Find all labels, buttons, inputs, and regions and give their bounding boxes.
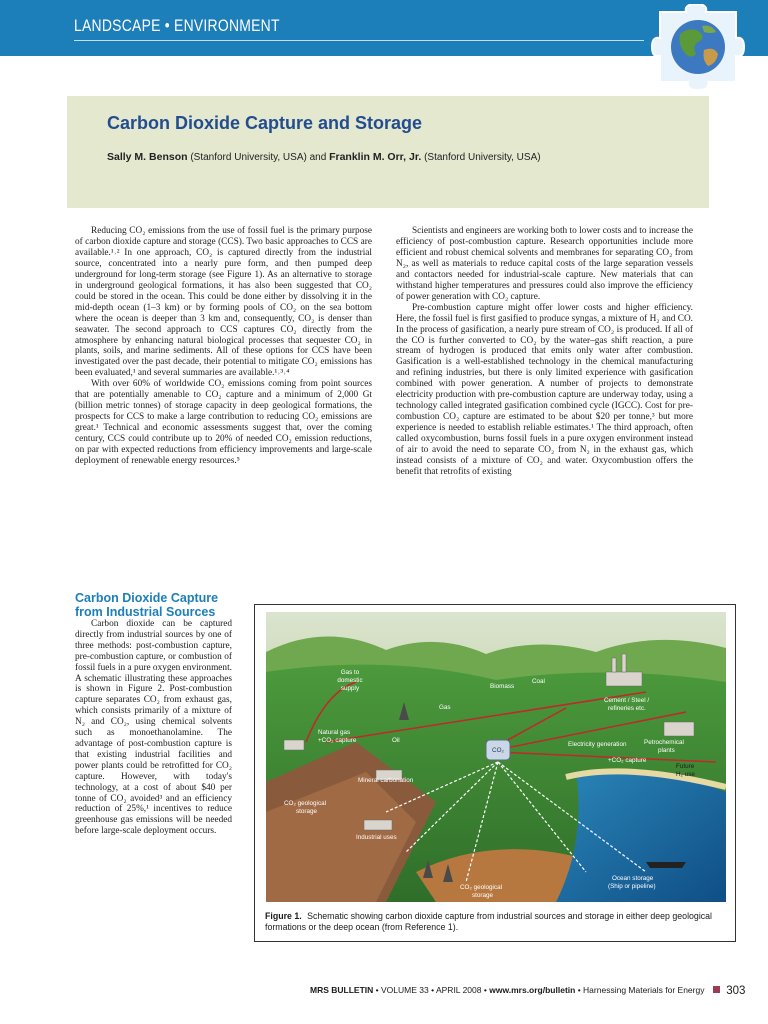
footer-square-icon — [713, 986, 720, 993]
figure-label: storage — [296, 808, 318, 815]
figure-caption — [265, 911, 727, 933]
figure-label: storage — [472, 892, 494, 899]
paragraph: Pre-combustion capture might offer lower costs and higher efficiency. Here, the fossil fuel is first gasified to produce syngas, a mixture of H₂ and CO. In the process of gasification, a nearly pure stream of CO₂ is produced. If all of the CO is further converted to CO₂ by the water–gas shift reaction, a pure stream of hydrogen is produced that emits only water after combustion. Gasification is a well-established technology in the chemical manufacturing and refining industries, but there is only limited experience with gasification combined with power generation. A number of projects to demonstrate electricity production with pre-combustion capture are underway today, using a technology called integrated gasification combined cycle (IGCC). Cost for pre-combustion CO₂ capture are estimated to be about $20 per tonne,³ but more experience is needed to establish reliable estimates.¹ The third approach, often called oxycombustion, burns fossil fuels in a pure oxygen environment instead of air to avoid the need to separate CO₂ from N₂ in the exhaust gas, which instead consists of a mixture of CO₂ and water. Oxycombustion offers the benefit that retrofits of existing — [396, 302, 693, 477]
figure-label: Oil — [392, 737, 400, 744]
figure-label: Electricity generation — [568, 741, 627, 748]
figure-label: domestic — [337, 677, 363, 684]
body-column-right — [396, 226, 693, 478]
figure-label: Gas to — [340, 669, 360, 676]
footer-url: www.mrs.org/bulletin — [489, 985, 576, 995]
figure-label: +CO₂ capture — [318, 737, 357, 744]
footer-separator: • — [577, 985, 584, 995]
footer-journal: MRS BULLETIN — [310, 985, 374, 995]
figure-caption-text: Schematic showing carbon dioxide capture from industrial sources and storage in either deep geological formations or the deep ocean (from Reference 1). — [265, 911, 713, 932]
body-column-left — [75, 226, 372, 467]
figure-label: Coal — [532, 678, 545, 685]
sidebar-heading: Carbon Dioxide Capture from Industrial Sources — [75, 591, 219, 619]
byline-conjunction: and — [309, 152, 327, 163]
header-rule — [74, 40, 644, 41]
figure-label: +CO₂ capture — [608, 757, 647, 764]
author-name: Franklin M. Orr, Jr. — [329, 151, 422, 163]
figure-label: Petrochemical — [644, 739, 684, 746]
footer-date: APRIL 2008 — [435, 985, 482, 995]
figure-label: CO₂ geological — [284, 800, 326, 807]
figure-label: Natural gas — [318, 729, 351, 736]
footer-separator: • — [375, 985, 381, 995]
figure-label: refineries etc. — [608, 705, 646, 712]
globe-puzzle-logo — [646, 4, 750, 90]
figure-label: Biomass — [490, 683, 515, 690]
author-affiliation: (Stanford University, USA) — [424, 152, 541, 163]
figure-label: Gas — [439, 704, 451, 711]
section-label: LANDSCAPE • ENVIRONMENT — [74, 16, 280, 35]
footer-volume: VOLUME 33 — [381, 985, 429, 995]
figure-label: Future — [676, 763, 695, 770]
figure-label: (Ship or pipeline) — [608, 883, 656, 890]
paragraph: Scientists and engineers are working both to lower costs and to increase the efficiency of post-combustion capture. Research opportunities include more efficient and robust chemical solvents and membranes for separating CO₂ from N₂, as well as materials to reduce capital costs of the large separation vessels and contactors needed for industrial-scale capture. New materials that can withstand higher temperatures and pressures could also improve the efficiency of power generation with CO₂ capture. — [396, 226, 693, 302]
ccs-schematic-illustration — [266, 612, 726, 902]
article-title: Carbon Dioxide Capture and Storage — [107, 113, 423, 133]
figure-label: CO₂ geological — [460, 884, 502, 891]
author-name: Sally M. Benson — [107, 151, 188, 163]
author-affiliation: (Stanford University, USA) — [190, 152, 307, 163]
figure-caption-label: Figure 1. — [265, 911, 302, 921]
footer-separator: • — [431, 985, 436, 995]
figure-label: H₂ use — [676, 771, 695, 778]
page-number: 303 — [726, 985, 746, 997]
paragraph: With over 60% of worldwide CO₂ emissions coming from point sources that are potentially amenable to CO₂ capture and a minimum of 2,000 Gt (billion metric tonnes) of storage capacity in deep geological formations, the prospects for CCS to make a large contribution to reducing CO₂ emissions are great.¹ Technical and economic assessments suggest that, over the coming century, CCS could contribute up to 20% of needed CO₂ emission reductions, on par with expected reductions from efficiency improvements and large-scale deployment of renewable energy resources.⁵ — [75, 379, 372, 467]
footer-separator: • — [483, 985, 490, 995]
figure-label: CO₂ — [492, 747, 504, 754]
sidebar-text — [75, 619, 232, 837]
figure-label: Ocean storage — [612, 875, 654, 882]
paragraph: Carbon dioxide can be captured directly from industrial sources by one of three methods: post-combustion capture, pre-combustion capture, or combustion of fossil fuels in a pure oxygen environment. A schematic illustrating these approaches is shown in Figure 2. Post-combustion capture separates CO₂ from exhaust gas, which consists primarily of a mixture of N₂ and CO₂, using chemical solvents such as monoethanolamine. The advantage of post-combustion capture is that existing industrial facilities and power plants could be retrofitted for CO₂ capture. However, with today's technology, at a cost of about $40 per tonne of CO₂ avoided³ and an efficiency reduction of 25%,¹ incentives to reduce greenhouse gas emissions will be needed before large-scale deployment occurs. — [75, 619, 232, 837]
footer-theme: Harnessing Materials for Energy — [583, 985, 705, 995]
figure-label: supply — [340, 685, 360, 692]
figure-label: Cement / Steel / — [604, 697, 650, 704]
figure-label: Industrial uses — [356, 834, 397, 841]
figure-label: Mineral carbonation — [358, 777, 414, 784]
page-footer — [310, 985, 746, 997]
paragraph: Reducing CO₂ emissions from the use of fossil fuel is the primary purpose of carbon dioxide capture and storage (CCS). Two basic approaches to CCS are available.¹˒² In one approach, CO₂ is captured directly from the industrial source, concentrated into a nearly pure form, and then pumped deep underground for long-term storage (see Figure 1). As an alternative to storage in underground geological formations, it has also been suggested that CO₂ could be stored in the ocean. This could be done either by dissolving it in the mid-depth ocean (1–3 km) or by forming pools of CO₂ on the sea bottom where the ocean is deeper than 3 km and, consequently, CO₂ is denser than seawater. The second approach to CCS captures CO₂ directly from the atmosphere by enhancing natural biological processes that sequester CO₂ in plants, soils, and marine sediments. All of these options for CCS have been investigated over the past decade, their potential to mitigate CO₂ emissions has been evaluated,¹ and several summaries are available.¹˒³˒⁴ — [75, 226, 372, 379]
figure-label: plants — [658, 747, 675, 754]
ship-icon — [646, 862, 686, 868]
byline — [107, 151, 541, 163]
